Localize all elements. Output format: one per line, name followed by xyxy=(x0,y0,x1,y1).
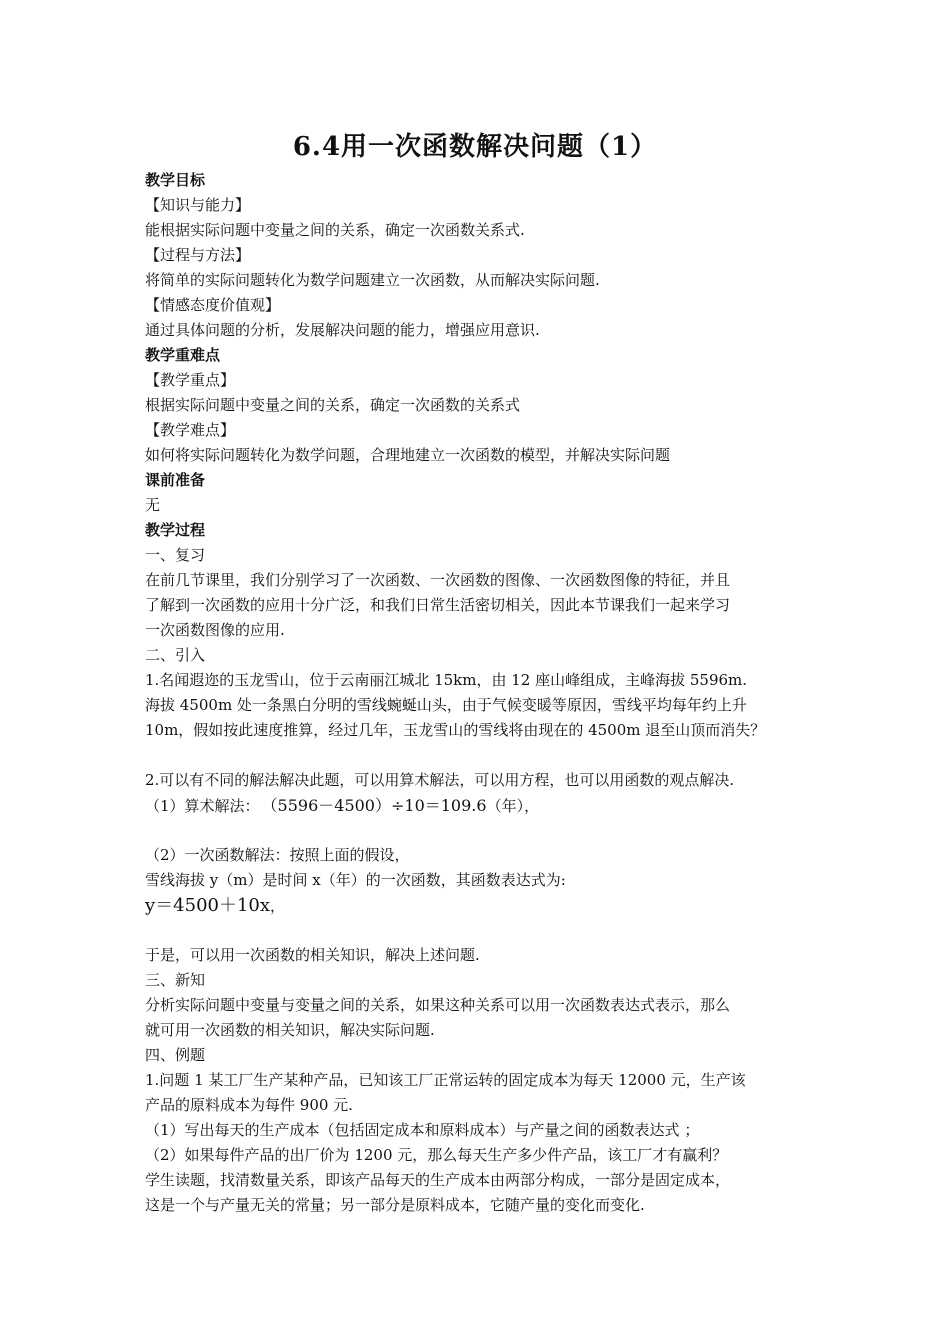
document-body xyxy=(145,168,825,1218)
func-formula-line xyxy=(145,893,825,918)
review-line: 了解到一次函数的应用十分广泛，和我们日常生活密切相关，因此本节课我们一起来学习 xyxy=(145,596,731,614)
example-line: 产品的原料成本为每件 900 元. xyxy=(145,1096,353,1114)
page-title: 6.4用一次函数解决问题（1） xyxy=(292,132,658,162)
key-point-text: 根据实际问题中变量之间的关系，确定一次函数的关系式 xyxy=(145,396,521,414)
intro-line: 海拔 4500m 处一条黑白分明的雪线蜿蜒山头，由于气候变暖等原因，雪线平均每年约上升 xyxy=(145,696,747,714)
new-heading: 三、新知 xyxy=(145,971,206,989)
blank-line xyxy=(145,743,825,768)
attitude-label: 【情感态度价值观】 xyxy=(145,296,281,314)
func-comma: ， xyxy=(270,897,286,915)
func-method-line: （2）一次函数解法：按照上面的假设， xyxy=(145,846,410,864)
review-heading: 一、复习 xyxy=(145,546,206,564)
example-line: 学生读题，找清数量关系，即该产品每天的生产成本由两部分构成，一部分是固定成本， xyxy=(145,1171,731,1189)
knowledge-label: 【知识与能力】 xyxy=(145,196,251,214)
difficulty-label: 【教学难点】 xyxy=(145,421,236,439)
example-heading: 四、例题 xyxy=(145,1046,206,1064)
example-line: 这是一个与产量无关的常量；另一部分是原料成本，它随产量的变化而变化. xyxy=(145,1196,645,1214)
difficulty-text: 如何将实际问题转化为数学问题，合理地建立一次函数的模型，并解决实际问题 xyxy=(145,446,671,464)
new-line: 分析实际问题中变量与变量之间的关系，如果这种关系可以用一次函数表达式表示，那么 xyxy=(145,996,731,1014)
new-line: 就可用一次函数的相关知识，解决实际问题. xyxy=(145,1021,435,1039)
process-heading: 教学过程 xyxy=(145,521,206,539)
objectives-heading: 教学目标 xyxy=(145,171,206,189)
conclusion-line: 于是，可以用一次函数的相关知识，解决上述问题. xyxy=(145,946,480,964)
process-label: 【过程与方法】 xyxy=(145,246,251,264)
key-point-label: 【教学重点】 xyxy=(145,371,236,389)
blank-line xyxy=(145,818,825,843)
review-line: 在前几节课里，我们分别学习了一次函数、一次函数的图像、一次函数图像的特征，并且 xyxy=(145,571,731,589)
knowledge-text: 能根据实际问题中变量之间的关系，确定一次函数关系式. xyxy=(145,221,525,239)
intro-line: 10m，假如按此速度推算，经过几年，玉龙雪山的雪线将由现在的 4500m 退至山顶而消失？ xyxy=(145,721,766,739)
arith-unit: （年）， xyxy=(486,797,540,815)
process-text: 将简单的实际问题转化为数学问题建立一次函数，从而解决实际问题. xyxy=(145,271,600,289)
example-line: （1）写出每天的生产成本（包括固定成本和原料成本）与产量之间的函数表达式 ； xyxy=(145,1121,700,1139)
attitude-text: 通过具体问题的分析，发展解决问题的能力，增强应用意识. xyxy=(145,321,540,339)
arith-label: （1）算术解法： xyxy=(145,797,260,815)
example-line: （2）如果每件产品的出厂价为 1200 元，那么每天生产多少件产品，该工厂才有赢利？ xyxy=(145,1146,728,1164)
arith-formula: （5596－4500）÷10＝109.6 xyxy=(269,796,487,815)
review-line: 一次函数图像的应用. xyxy=(145,621,285,639)
method-line: 2.可以有不同的解法解决此题，可以用算术解法，可以用方程，也可以用函数的观点解决. xyxy=(145,771,735,789)
key-heading: 教学重难点 xyxy=(145,346,221,364)
func-desc-line: 雪线海拔 y（m）是时间 x（年）的一次函数，其函数表达式为: xyxy=(145,871,566,889)
prep-heading: 课前准备 xyxy=(145,471,206,489)
example-line: 1.问题 1 某工厂生产某种产品，已知该工厂正常运转的固定成本为每天 12000 元，生产该 xyxy=(145,1071,746,1089)
arith-method-line xyxy=(145,793,825,818)
blank-line xyxy=(145,918,825,943)
func-formula: y＝4500＋10x xyxy=(145,895,271,916)
intro-heading: 二、引入 xyxy=(145,646,206,664)
prep-text: 无 xyxy=(145,496,161,514)
intro-line: 1.名闻遐迩的玉龙雪山，位于云南丽江城北 15km，由 12 座山峰组成，主峰海拔 5596m. xyxy=(145,671,748,689)
